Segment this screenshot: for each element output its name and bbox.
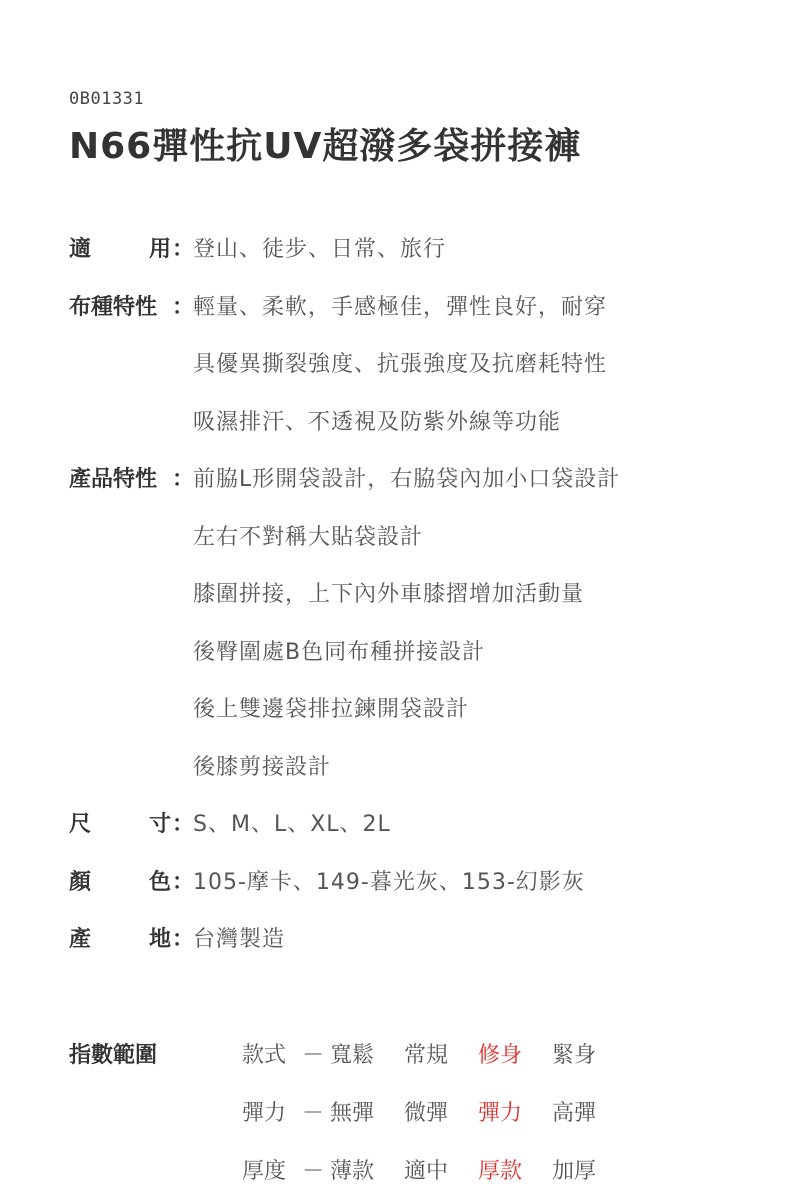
spec-row [69,691,769,749]
index-row-dash: － [302,1101,325,1126]
spec-label [69,461,171,499]
spec-label-part: 色 [148,869,171,895]
spec-value: S、M、L、XL、2L [193,812,391,837]
spec-label [69,231,171,269]
index-option-selected: 彈力 [478,1101,523,1126]
spec-label-part: 產品特性 [69,467,158,492]
spec-label [69,864,171,902]
index-option-selected: 厚款 [478,1159,523,1184]
spec-label [69,806,171,844]
index-row [242,1095,662,1133]
spec-value: 具優異撕裂強度、抗張強度及抗磨耗特性 [193,352,608,377]
product-code: 0B01331 [69,89,145,109]
index-option: 常規 [404,1043,449,1068]
index-row-name: 彈力 [242,1101,287,1126]
index-range-label: 指數範圍 [69,1043,158,1068]
index-option: 高彈 [552,1101,597,1126]
index-option-selected: 修身 [478,1043,523,1068]
spec-row [69,806,769,864]
spec-value: 後膝剪接設計 [193,754,332,780]
spec-label-part: 地 [148,927,171,952]
spec-label-part: 顏 [69,869,92,895]
spec-value: 吸濕排汗、不透視及防紫外線等功能 [193,409,562,435]
spec-label-part: 產 [69,927,92,952]
product-title: N66彈性抗UV超潑多袋拼接褲 [69,126,582,167]
spec-value: 登山、徒步、日常、旅行 [193,237,447,262]
spec-value: 後上雙邊袋排拉鍊開袋設計 [193,697,470,722]
spec-label-part: 適 [69,237,92,262]
spec-label-part: 布種特性 [69,294,158,320]
spec-label-part: 尺 [69,812,92,837]
spec-value: 後臀圍處B色同布種拼接設計 [193,639,486,665]
spec-label-part: 用 [148,237,171,262]
index-option: 微彈 [404,1101,449,1126]
spec-label [69,921,171,959]
index-option: 薄款 [330,1159,375,1184]
spec-row [69,519,769,577]
spec-value: 輕量、柔軟，手感極佳，彈性良好，耐穿 [193,294,608,320]
spec-colon: ： [172,467,195,492]
spec-row [69,346,769,404]
spec-colon: ： [172,812,195,837]
index-option: 寬鬆 [330,1043,375,1068]
index-option: 適中 [404,1159,449,1184]
spec-row [69,461,769,519]
spec-row [69,921,769,979]
spec-value: 膝圍拼接，上下內外車膝摺增加活動量 [193,582,585,607]
spec-row [69,289,769,347]
spec-row [69,749,769,807]
index-row-dash: － [302,1043,325,1068]
spec-colon: ： [172,237,195,262]
spec-row [69,231,769,289]
spec-colon: ： [172,869,195,895]
spec-row [69,576,769,634]
spec-colon: ： [172,927,195,952]
spec-list [69,231,769,979]
index-option: 緊身 [552,1043,597,1068]
spec-label [69,289,171,327]
spec-colon: ： [172,294,195,320]
index-row-name: 厚度 [242,1159,287,1184]
index-row-name: 款式 [242,1043,287,1068]
index-row [242,1153,662,1191]
index-row [242,1037,662,1075]
spec-value: 左右不對稱大貼袋設計 [193,524,424,550]
spec-row [69,634,769,692]
index-row-dash: － [302,1159,325,1184]
spec-value: 前脇L形開袋設計，右脇袋內加小口袋設計 [193,467,621,492]
index-option: 加厚 [552,1159,597,1184]
spec-value: 105-摩卡、149-暮光灰、153-幻影灰 [193,869,585,895]
spec-row [69,864,769,922]
spec-value: 台灣製造 [193,927,286,952]
spec-label-part: 寸 [148,812,171,837]
spec-row [69,404,769,462]
index-option: 無彈 [330,1101,375,1126]
